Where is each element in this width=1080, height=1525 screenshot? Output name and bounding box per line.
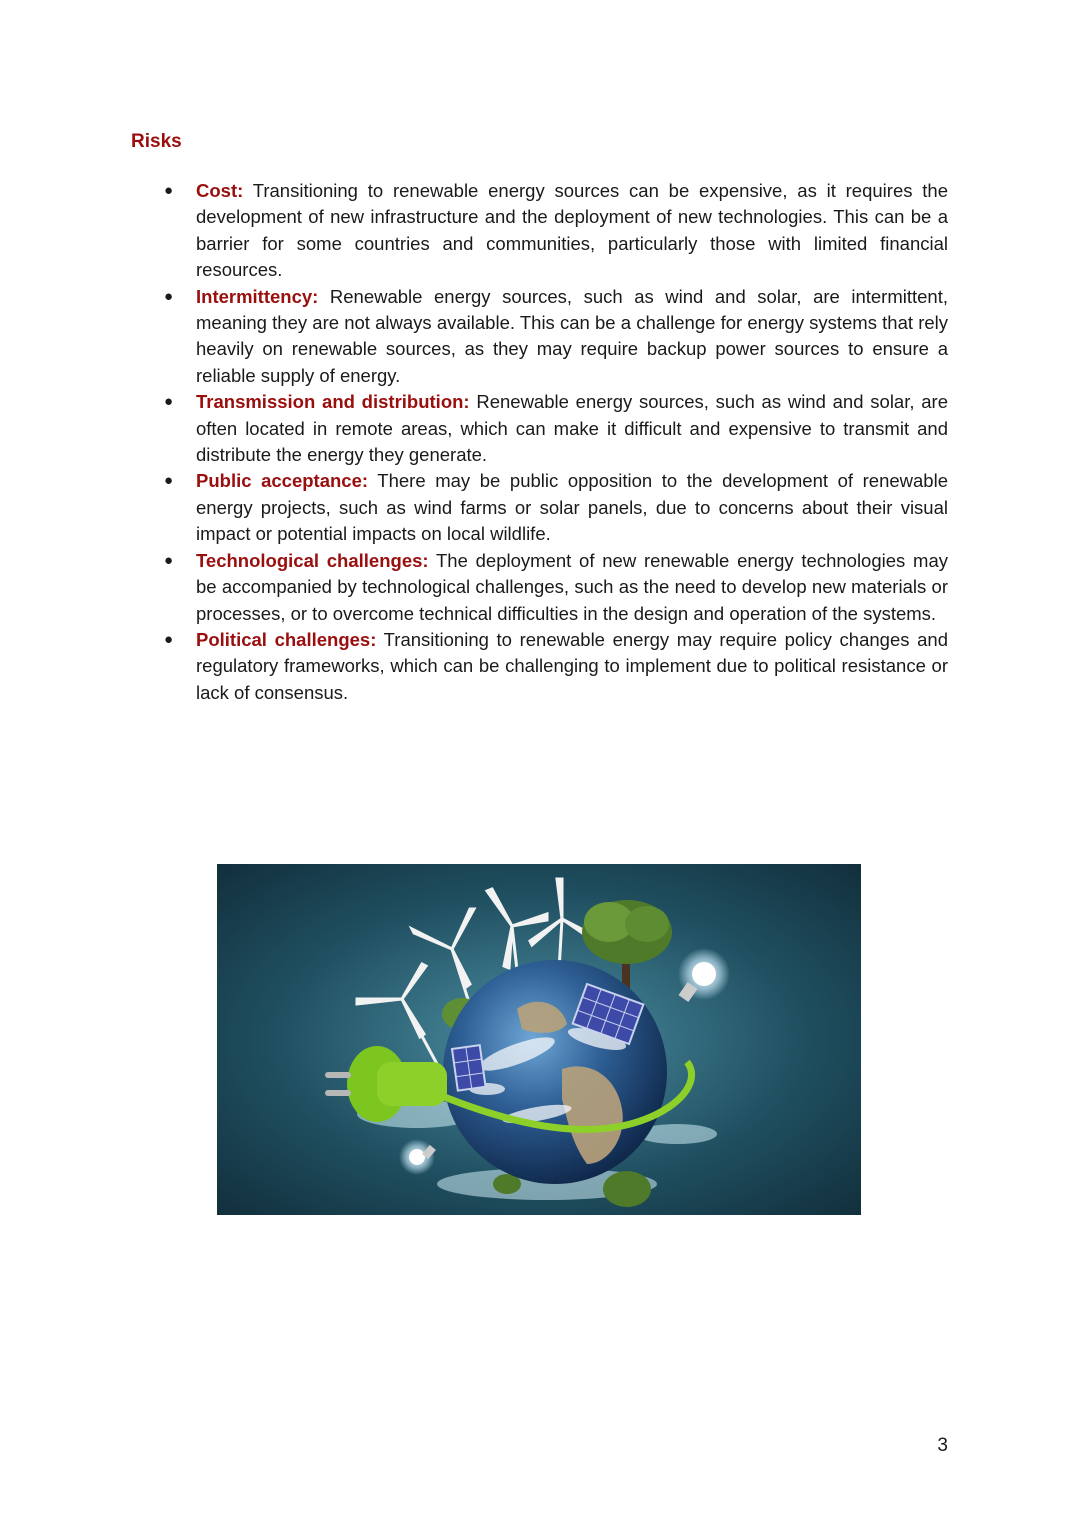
risk-list [131,178,948,706]
bullet-icon: ● [164,551,174,569]
risk-text: Transitioning to renewable energy sources can be expensive, as it requires the development of new infrastructure and the deployment of new technologies. This can be a barrier for some countries and communities, particularly those with limited financial resources. [196,180,948,281]
risk-item-cost [131,178,948,284]
bullet-icon: ● [164,287,174,305]
risk-title: Public acceptance: [196,470,369,492]
risk-title: Transmission and distribution: [196,391,470,413]
solar-panel-left [452,1045,486,1090]
risk-item-technological [131,548,948,627]
risk-text: Transitioning to renewable energy may require policy changes and regulatory frameworks, which can be challenging to implement due to political resistance or lack of consensus. [196,628,949,703]
risk-text: Renewable energy sources, such as wind and solar, are intermittent, meaning they are not always available. This can be a challenge for energy systems that rely heavily on renewable sources, as they may require backup power sources to ensure a reliable supply of energy. [196,285,948,386]
earth-illustration-svg [217,864,861,1215]
risk-title: Intermittency: [196,285,319,307]
risk-item-public-acceptance [131,468,948,547]
page-content [131,128,948,706]
risk-text: The deployment of new renewable energy technologies may be accompanied by technological challenges, such as the need to develop new materials or processes, or to overcome technical difficulties in the design and operation of the systems. [196,549,948,624]
page-number: 3 [937,1435,948,1456]
risk-item-political [131,627,948,706]
bullet-icon: ● [164,393,174,411]
bullet-icon: ● [164,630,174,648]
section-heading: Risks [131,131,182,152]
risk-title: Cost: [196,180,244,201]
risk-title: Technological challenges: [196,549,429,571]
renewable-earth-illustration [217,864,861,1215]
risk-item-intermittency [131,284,948,390]
risk-text: Renewable energy sources, such as wind and solar, are often located in remote areas, which can make it difficult and expensive to transmit and distribute the energy they generate. [196,391,948,466]
bullet-icon: ● [164,182,174,199]
bullet-icon: ● [164,472,174,490]
risk-item-transmission [131,389,948,468]
risk-text: There may be public opposition to the development of renewable energy projects, such as wind farms or solar panels, due to concerns about their visual impact or potential impacts on local wildlife. [196,470,948,545]
risk-title: Political challenges: [196,628,377,650]
